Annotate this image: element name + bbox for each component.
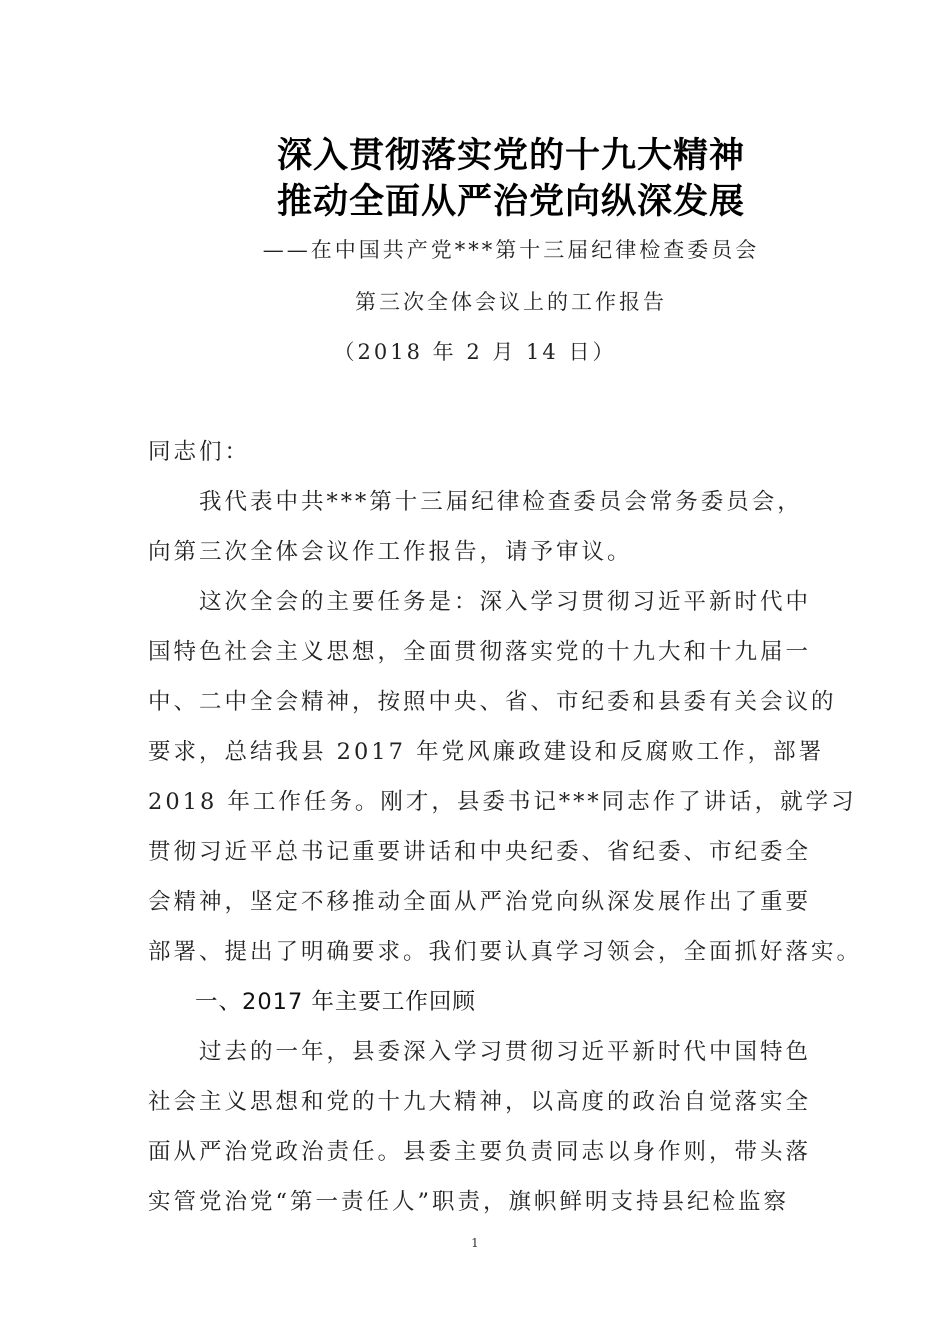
document-subtitle-line-2: 第三次全体会议上的工作报告: [355, 290, 667, 314]
paragraph-1-line: 我代表中共***第十三届纪律检查委员会常务委员会，: [148, 489, 803, 515]
section-heading: 一、2017 年主要工作回顾: [195, 989, 476, 1015]
paragraph-2-line: 要求，总结我县 2017 年党风廉政建设和反腐败工作，部署: [148, 739, 825, 765]
document-subtitle-line-1: ——在中国共产党***第十三届纪律检查委员会: [262, 238, 760, 262]
paragraph-3-line: 实管党治党“第一责任人”职责，旗帜鲜明支持县纪检监察: [148, 1189, 790, 1215]
document-title-line-1: 深入贯彻落实党的十九大精神: [276, 136, 745, 176]
paragraph-3-line: 社会主义思想和党的十九大精神，以高度的政治自觉落实全: [148, 1089, 812, 1115]
paragraph-2-line: 会精神，坚定不移推动全面从严治党向纵深发展作出了重要: [148, 889, 812, 915]
paragraph-2-line: 部署、提出了明确要求。我们要认真学习领会，全面抓好落实。: [148, 939, 863, 965]
paragraph-2-line: 这次全会的主要任务是：深入学习贯彻习近平新时代中: [148, 589, 812, 615]
document-date: （2018 年 2 月 14 日）: [333, 340, 617, 364]
paragraph-3-line: 过去的一年，县委深入学习贯彻习近平新时代中国特色: [148, 1039, 812, 1065]
document-title-line-2: 推动全面从严治党向纵深发展: [276, 182, 745, 222]
paragraph-2-line: 贯彻习近平总书记重要讲话和中央纪委、省纪委、市纪委全: [148, 839, 812, 865]
page-number: 1: [471, 1236, 479, 1250]
paragraph-2-line: 2018 年工作任务。刚才，县委书记***同志作了讲话，就学习: [148, 789, 857, 815]
paragraph-2-line: 国特色社会主义思想，全面贯彻落实党的十九大和十九届一: [148, 639, 812, 665]
paragraph-3-line: 面从严治党政治责任。县委主要负责同志以身作则，带头落: [148, 1139, 812, 1165]
paragraph-1-line: 向第三次全体会议作工作报告，请予审议。: [148, 539, 633, 565]
paragraph-2-line: 中、二中全会精神，按照中央、省、市纪委和县委有关会议的: [148, 689, 837, 715]
salutation: 同志们：: [148, 439, 251, 465]
